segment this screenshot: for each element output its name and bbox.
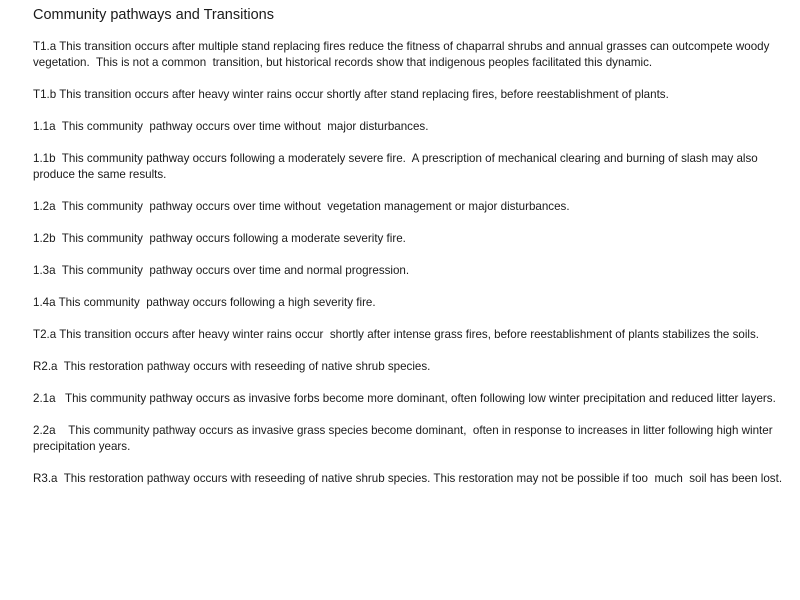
entry-2-1a: 2.1a This community pathway occurs as invasive forbs become more dominant, often following low winter precipitation and reduced litter layers. bbox=[33, 392, 776, 405]
entry-1-1a: 1.1a This community pathway occurs over time without major disturbances. bbox=[33, 120, 429, 133]
entry-2-2a: 2.2a This community pathway occurs as invasive grass species become dominant, often in response to increases in litter following high winter precipitation years. bbox=[33, 424, 776, 453]
entry-1-4a: 1.4a This community pathway occurs following a high severity fire. bbox=[33, 296, 376, 309]
document-page bbox=[33, 6, 790, 503]
entry-1-2a: 1.2a This community pathway occurs over time without vegetation management or major disturbances. bbox=[33, 200, 570, 213]
entry-t1a: T1.a This transition occurs after multiple stand replacing fires reduce the fitness of chaparral shrubs and annual grasses can outcompete woody vegetation. This is not a common transition, but historical records show that indigenous peoples facilitated this dynamic. bbox=[33, 40, 773, 69]
page-title: Community pathways and Transitions bbox=[33, 7, 274, 23]
entry-r2a: R2.a This restoration pathway occurs with reseeding of native shrub species. bbox=[33, 360, 431, 373]
entry-t1b: T1.b This transition occurs after heavy winter rains occur shortly after stand replacing fires, before reestablishment of plants. bbox=[33, 88, 669, 101]
entry-1-1b: 1.1b This community pathway occurs following a moderately severe fire. A prescription of mechanical clearing and burning of slash may also produce the same results. bbox=[33, 152, 761, 181]
entry-r3a: R3.a This restoration pathway occurs with reseeding of native shrub species. This restoration may not be possible if too much soil has been lost. bbox=[33, 472, 783, 485]
entry-1-3a: 1.3a This community pathway occurs over time and normal progression. bbox=[33, 264, 410, 277]
entry-1-2b: 1.2b This community pathway occurs following a moderate severity fire. bbox=[33, 232, 406, 245]
entry-t2a: T2.a This transition occurs after heavy winter rains occur shortly after intense grass fires, before reestablishment of plants stabilizes the soils. bbox=[33, 328, 760, 341]
